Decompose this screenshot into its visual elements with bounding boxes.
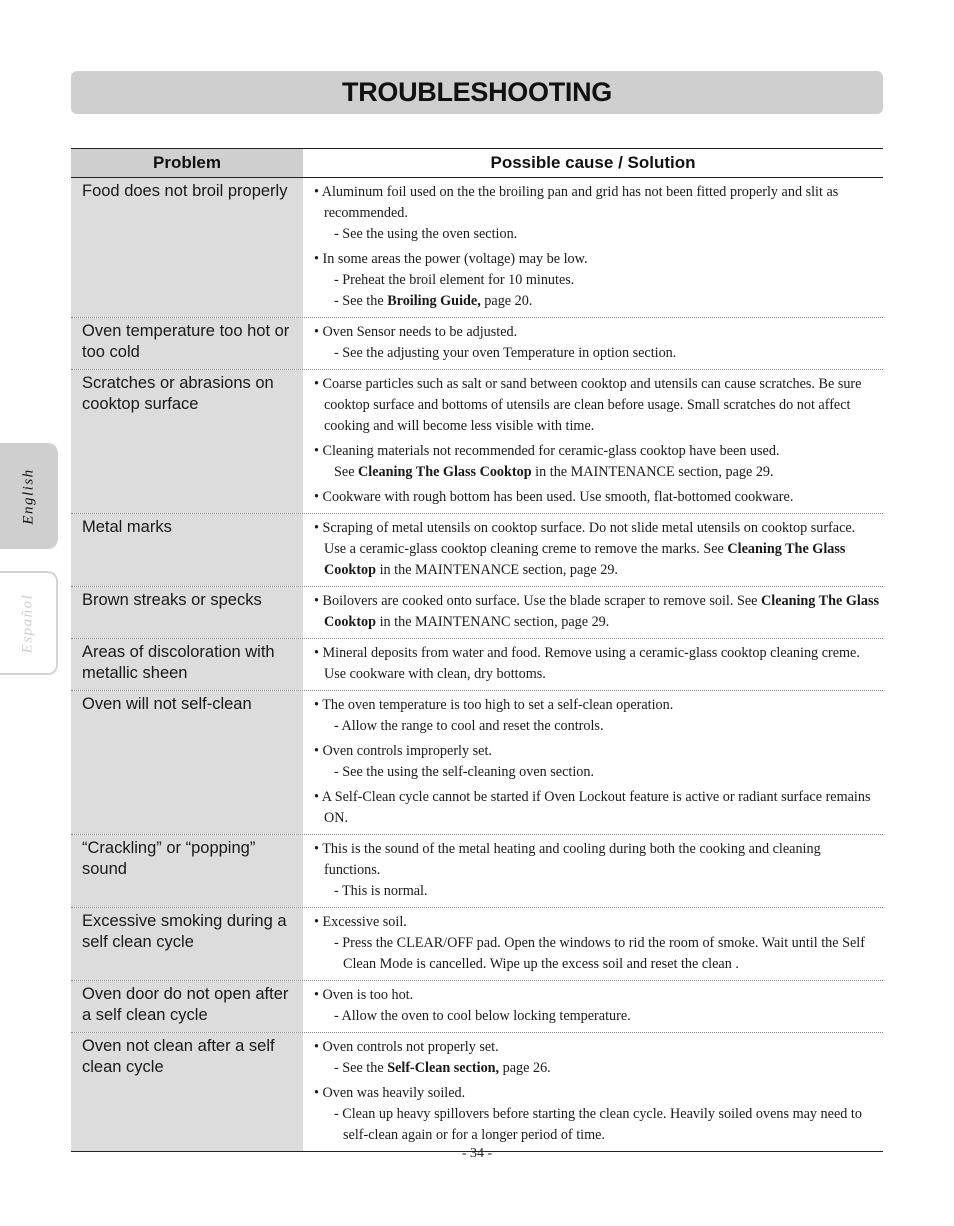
cause-text: • Oven controls not properly set. bbox=[314, 1039, 499, 1055]
problem-cell: “Crackling” or “popping” sound bbox=[71, 835, 303, 907]
solution-step bbox=[324, 716, 879, 737]
table-row bbox=[71, 691, 883, 835]
page-title: TROUBLESHOOTING bbox=[342, 77, 612, 107]
solution-step bbox=[324, 462, 879, 483]
table-row bbox=[71, 639, 883, 691]
cause-item bbox=[314, 591, 879, 633]
table-row bbox=[71, 370, 883, 514]
solution-cell bbox=[303, 370, 883, 513]
solution-step-text-after: in the MAINTENANCE section, page 29. bbox=[531, 464, 774, 480]
cause-text: • Coarse particles such as salt or sand between cooktop and utensils can cause scratches. Be sure cooktop surface and bottoms of utensils are clean before usage. Small scratches do not affect cooking and will become less visible with time. bbox=[314, 376, 862, 434]
solution-cell bbox=[303, 639, 883, 690]
problem-cell: Oven will not self-clean bbox=[71, 691, 303, 834]
table-row bbox=[71, 178, 883, 318]
cause-item bbox=[314, 182, 879, 245]
cause-text: • Excessive soil. bbox=[314, 914, 407, 930]
solution-reference: Broiling Guide, bbox=[387, 293, 481, 309]
solution-step-text: - See the using the oven section. bbox=[334, 226, 518, 242]
cause-text: • Cleaning materials not recommended for ceramic-glass cooktop have been used. bbox=[314, 443, 780, 459]
solution-step-text: - Press the CLEAR/OFF pad. Open the windows to rid the room of smoke. Wait until the Self Clean Mode is cancelled. Wipe up the excess soil and reset the clean . bbox=[334, 935, 865, 972]
tab-espanol[interactable] bbox=[0, 571, 58, 675]
cause-item bbox=[314, 374, 879, 437]
problem-cell: Food does not broil properly bbox=[71, 178, 303, 317]
solution-step bbox=[324, 1006, 879, 1027]
problem-cell: Oven not clean after a self clean cycle bbox=[71, 1033, 303, 1151]
cause-item bbox=[314, 249, 879, 312]
solution-step bbox=[324, 343, 879, 364]
troubleshooting-table bbox=[71, 148, 883, 1152]
cause-item bbox=[314, 487, 879, 508]
solution-step-text: - See the bbox=[334, 293, 388, 309]
cause-item bbox=[314, 441, 879, 483]
cause-text: • Boilovers are cooked onto surface. Use the blade scraper to remove soil. See bbox=[314, 593, 761, 609]
solution-step bbox=[324, 270, 879, 291]
cause-item bbox=[314, 695, 879, 737]
solution-step bbox=[324, 1058, 879, 1079]
cause-item bbox=[314, 1083, 879, 1146]
table-row bbox=[71, 1033, 883, 1152]
cause-reference: Cleaning The Glass Cooktop bbox=[324, 593, 879, 630]
solution-cell bbox=[303, 587, 883, 638]
solution-step-text-after: page 20. bbox=[480, 293, 533, 309]
solution-step-text: - Allow the oven to cool below locking temperature. bbox=[334, 1008, 631, 1024]
cause-text: • Mineral deposits from water and food. Remove using a ceramic-glass cooktop cleaning creme. Use cookware with clean, dry bottoms. bbox=[314, 645, 860, 682]
cause-text: • Aluminum foil used on the the broiling pan and grid has not been fitted properly and slit as recommended. bbox=[314, 184, 839, 221]
tab-english-label: English bbox=[20, 467, 37, 525]
solution-step-text: - See the bbox=[334, 1060, 388, 1076]
cause-text: • Oven controls improperly set. bbox=[314, 743, 492, 759]
problem-cell: Scratches or abrasions on cooktop surface bbox=[71, 370, 303, 513]
cause-item bbox=[314, 643, 879, 685]
solution-step bbox=[324, 881, 879, 902]
table-header bbox=[71, 148, 883, 178]
cause-text: • The oven temperature is too high to set a self-clean operation. bbox=[314, 697, 674, 713]
solution-step bbox=[324, 291, 879, 312]
page-title-bar bbox=[71, 71, 883, 114]
tab-espanol-label: Español bbox=[19, 593, 36, 653]
page-number: - 34 - bbox=[461, 1146, 493, 1161]
solution-cell bbox=[303, 318, 883, 369]
cause-reference: Cleaning The Glass Cooktop bbox=[324, 541, 846, 578]
solution-cell bbox=[303, 691, 883, 834]
solution-cell bbox=[303, 835, 883, 907]
solution-reference: Self-Clean section, bbox=[387, 1060, 500, 1076]
solution-step-text: - Allow the range to cool and reset the controls. bbox=[334, 718, 604, 734]
table-row bbox=[71, 587, 883, 639]
solution-reference: Cleaning The Glass Cooktop bbox=[358, 464, 532, 480]
problem-cell: Brown streaks or specks bbox=[71, 587, 303, 638]
table-row bbox=[71, 514, 883, 587]
cause-text: • In some areas the power (voltage) may be low. bbox=[314, 251, 588, 267]
cause-text: • Oven is too hot. bbox=[314, 987, 414, 1003]
solution-step-text-after: page 26. bbox=[499, 1060, 551, 1076]
cause-text-after: in the MAINTENANCE section, page 29. bbox=[376, 562, 618, 578]
solution-step-text: See bbox=[334, 464, 359, 480]
header-problem-cell bbox=[71, 149, 303, 177]
cause-item bbox=[314, 787, 879, 829]
cause-text: • Oven Sensor needs to be adjusted. bbox=[314, 324, 518, 340]
cause-item bbox=[314, 839, 879, 902]
cause-text: • Cookware with rough bottom has been used. Use smooth, flat-bottomed cookware. bbox=[314, 489, 794, 505]
cause-item bbox=[314, 1037, 879, 1079]
cause-item bbox=[314, 518, 879, 581]
cause-text: • Oven was heavily soiled. bbox=[314, 1085, 466, 1101]
solution-cell bbox=[303, 908, 883, 980]
header-solution-cell bbox=[303, 149, 883, 177]
problem-cell: Oven temperature too hot or too cold bbox=[71, 318, 303, 369]
solution-step bbox=[324, 224, 879, 245]
solution-step-text: - This is normal. bbox=[334, 883, 428, 899]
solution-step-text: - Clean up heavy spillovers before starting the clean cycle. Heavily soiled ovens may need to self-clean again or for a longer period of time. bbox=[334, 1106, 862, 1143]
cause-text: • A Self-Clean cycle cannot be started if Oven Lockout feature is active or radiant surface remains ON. bbox=[314, 789, 871, 826]
table-row bbox=[71, 835, 883, 908]
tab-english[interactable] bbox=[0, 443, 58, 549]
problem-cell: Excessive smoking during a self clean cycle bbox=[71, 908, 303, 980]
problem-cell: Oven door do not open after a self clean cycle bbox=[71, 981, 303, 1032]
header-problem: Problem bbox=[152, 153, 222, 172]
cause-text: • Scraping of metal utensils on cooktop surface. Do not slide metal utensils on cooktop surface. Use a ceramic-glass cooktop cleaning creme to remove the marks. See bbox=[314, 520, 856, 557]
solution-step-text: - Preheat the broil element for 10 minutes. bbox=[334, 272, 575, 288]
cause-item bbox=[314, 322, 879, 364]
cause-item bbox=[314, 912, 879, 975]
solution-step-text: - See the adjusting your oven Temperature in option section. bbox=[334, 345, 677, 361]
solution-cell bbox=[303, 178, 883, 317]
solution-step-text: - See the using the self-cleaning oven section. bbox=[334, 764, 595, 780]
table-row bbox=[71, 318, 883, 370]
problem-cell: Metal marks bbox=[71, 514, 303, 586]
solution-cell bbox=[303, 981, 883, 1032]
solution-step bbox=[324, 762, 879, 783]
cause-item bbox=[314, 741, 879, 783]
cause-text-after: in the MAINTENANC section, page 29. bbox=[376, 614, 610, 630]
solution-cell bbox=[303, 514, 883, 586]
table-row bbox=[71, 908, 883, 981]
problem-cell: Areas of discoloration with metallic sheen bbox=[71, 639, 303, 690]
table-body bbox=[71, 178, 883, 1152]
solution-step bbox=[324, 1104, 879, 1146]
header-solution: Possible cause / Solution bbox=[490, 153, 696, 172]
table-row bbox=[71, 981, 883, 1033]
solution-cell bbox=[303, 1033, 883, 1151]
cause-item bbox=[314, 985, 879, 1027]
cause-text: • This is the sound of the metal heating and cooling during both the cooking and cleaning functions. bbox=[314, 841, 821, 878]
solution-step bbox=[324, 933, 879, 975]
